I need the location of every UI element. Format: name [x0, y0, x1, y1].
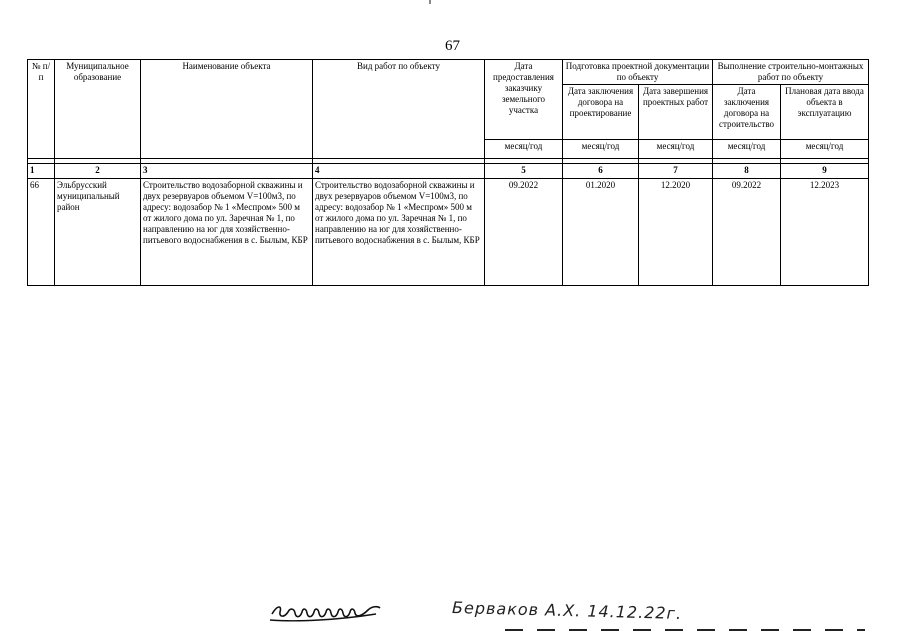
header-land-date-top: Дата предоставления [493, 61, 554, 82]
header-municipality: Муниципальное образование [55, 60, 141, 159]
column-number: 6 [563, 164, 639, 179]
page-number: 67 [445, 38, 460, 54]
header-num: № п/п [28, 60, 55, 159]
column-number: 2 [55, 164, 141, 179]
table-row [28, 179, 869, 286]
header-design-end-date: Дата завершения проектных работ [639, 85, 713, 140]
row-design-contract-date: 01.2020 [563, 179, 639, 286]
column-number-row [28, 164, 869, 179]
header-object-name: Наименование объекта [141, 60, 313, 159]
row-land-date: 09.2022 [485, 179, 563, 286]
column-number: 8 [713, 164, 781, 179]
column-number: 1 [28, 164, 55, 179]
header-design-contract-date: Дата заключения договора на проектирование [563, 85, 639, 140]
unit-col-5: месяц/год [485, 140, 563, 159]
column-number: 5 [485, 164, 563, 179]
row-municipality: Эльбрусский муниципальный район [55, 179, 141, 286]
column-number: 7 [639, 164, 713, 179]
unit-col-6: месяц/год [563, 140, 639, 159]
row-design-end-date: 12.2020 [639, 179, 713, 286]
header-land-date-bottom: заказчику земельного участка [501, 83, 546, 115]
row-object-name: Строительство водозаборной скважины и двух резервуаров объемом V=100м3, по адресу: водозабор № 1 «Меспром» 500 м от жилого дома по ул. Заречная № 1, по направлению на юг для хозяйственно-питьевого водоснабжения в с. Былым, КБР [141, 179, 313, 286]
header-construction-contract-date: Дата заключения договора на строительство [713, 85, 781, 140]
header-commissioning-date: Плановая дата ввода объекта в эксплуатацию [781, 85, 869, 140]
row-work-type: Строительство водозаборной скважины и двух резервуаров объемом V=100м3, по адресу: водозабор № 1 «Меспром» 500 м от жилого дома по ул. Заречная № 1, по направлению на юг для хозяйственно-питьевого водоснабжения в с. Былым, КБР [313, 179, 485, 286]
scan-mark [429, 0, 431, 4]
header-design-group: Подготовка проектной документации по объекту [563, 60, 713, 85]
row-construction-contract-date: 09.2022 [713, 179, 781, 286]
header-construction-group: Выполнение строительно-монтажных работ по объекту [713, 60, 869, 85]
row-commissioning-date: 12.2023 [781, 179, 869, 286]
unit-col-8: месяц/год [713, 140, 781, 159]
column-number: 9 [781, 164, 869, 179]
unit-col-9: месяц/год [781, 140, 869, 159]
signature [268, 600, 388, 624]
header-work-type: Вид работ по объекту [313, 60, 485, 159]
dashed-underline [505, 629, 865, 631]
header-land-date [485, 60, 563, 140]
header-row-1 [28, 60, 869, 85]
objects-table [27, 59, 869, 286]
column-number: 4 [313, 164, 485, 179]
row-num: 66 [28, 179, 55, 286]
handwritten-note: Берваков А.Х. 14.12.22г. [451, 597, 683, 624]
unit-col-7: месяц/год [639, 140, 713, 159]
column-number: 3 [141, 164, 313, 179]
